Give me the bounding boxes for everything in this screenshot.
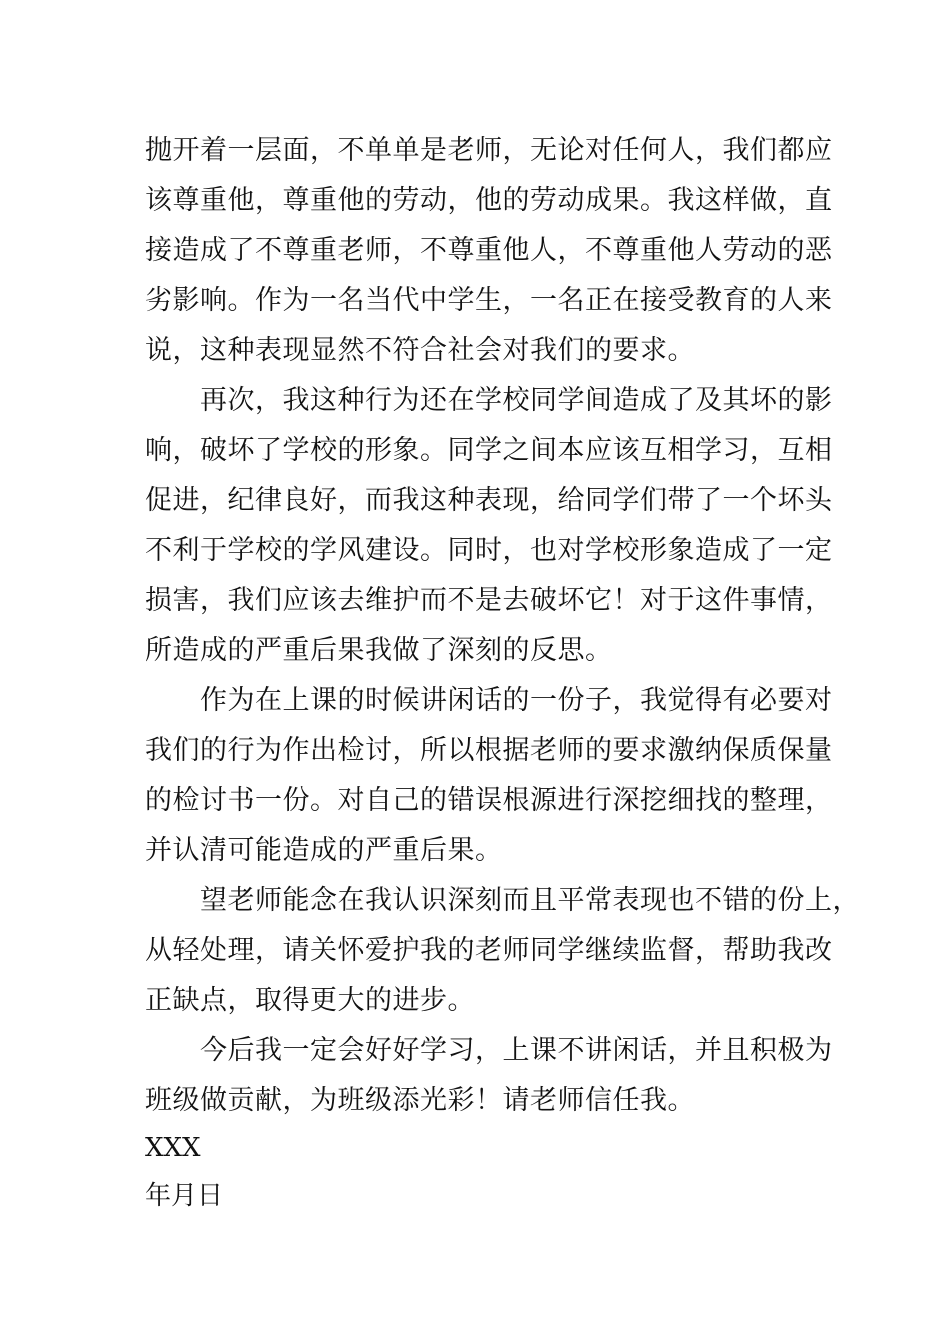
text-line: 正缺点，取得更大的进步。 [145, 985, 475, 1016]
text-line: 我们的行为作出检讨，所以根据老师的要求激纳保质保量 [145, 735, 833, 766]
text-line: 抛开着一层面，不单单是老师，无论对任何人，我们都应 [145, 135, 833, 166]
text-line: 不利于学校的学风建设。同时，也对学校形象造成了一定 [145, 535, 833, 566]
text-line: 接造成了不尊重老师，不尊重他人，不尊重他人劳动的恶 [145, 235, 833, 266]
signature: XXX [145, 1133, 201, 1163]
text-line: 促进，纪律良好，而我这种表现，给同学们带了一个坏头 [145, 485, 833, 516]
text-line: 从轻处理，请关怀爱护我的老师同学继续监督，帮助我改 [145, 935, 833, 966]
text-line: 班级做贡献，为班级添光彩！请老师信任我。 [145, 1085, 695, 1116]
text-line: 今后我一定会好好学习，上课不讲闲话，并且积极为 [145, 1035, 833, 1066]
text-line: 说，这种表现显然不符合社会对我们的要求。 [145, 335, 695, 366]
text-line: 所造成的严重后果我做了深刻的反思。 [145, 635, 613, 666]
text-line: 望老师能念在我认识深刻而且平常表现也不错的份上， [145, 885, 860, 916]
text-line: 再次，我这种行为还在学校同学间造成了及其坏的影 [145, 385, 833, 416]
text-line: 劣影响。作为一名当代中学生，一名正在接受教育的人来 [145, 285, 833, 316]
text-line: 响，破坏了学校的形象。同学之间本应该互相学习，互相 [145, 435, 833, 466]
text-line: 的检讨书一份。对自己的错误根源进行深挖细找的整理， [145, 785, 833, 816]
text-line: 该尊重他，尊重他的劳动，他的劳动成果。我这样做，直 [145, 185, 833, 216]
date-line: 年月日 [145, 1181, 224, 1211]
text-line: 作为在上课的时候讲闲话的一份子，我觉得有必要对 [145, 685, 833, 716]
text-line: 并认清可能造成的严重后果。 [145, 835, 503, 866]
text-line: 损害，我们应该去维护而不是去破坏它！对于这件事情， [145, 585, 833, 616]
